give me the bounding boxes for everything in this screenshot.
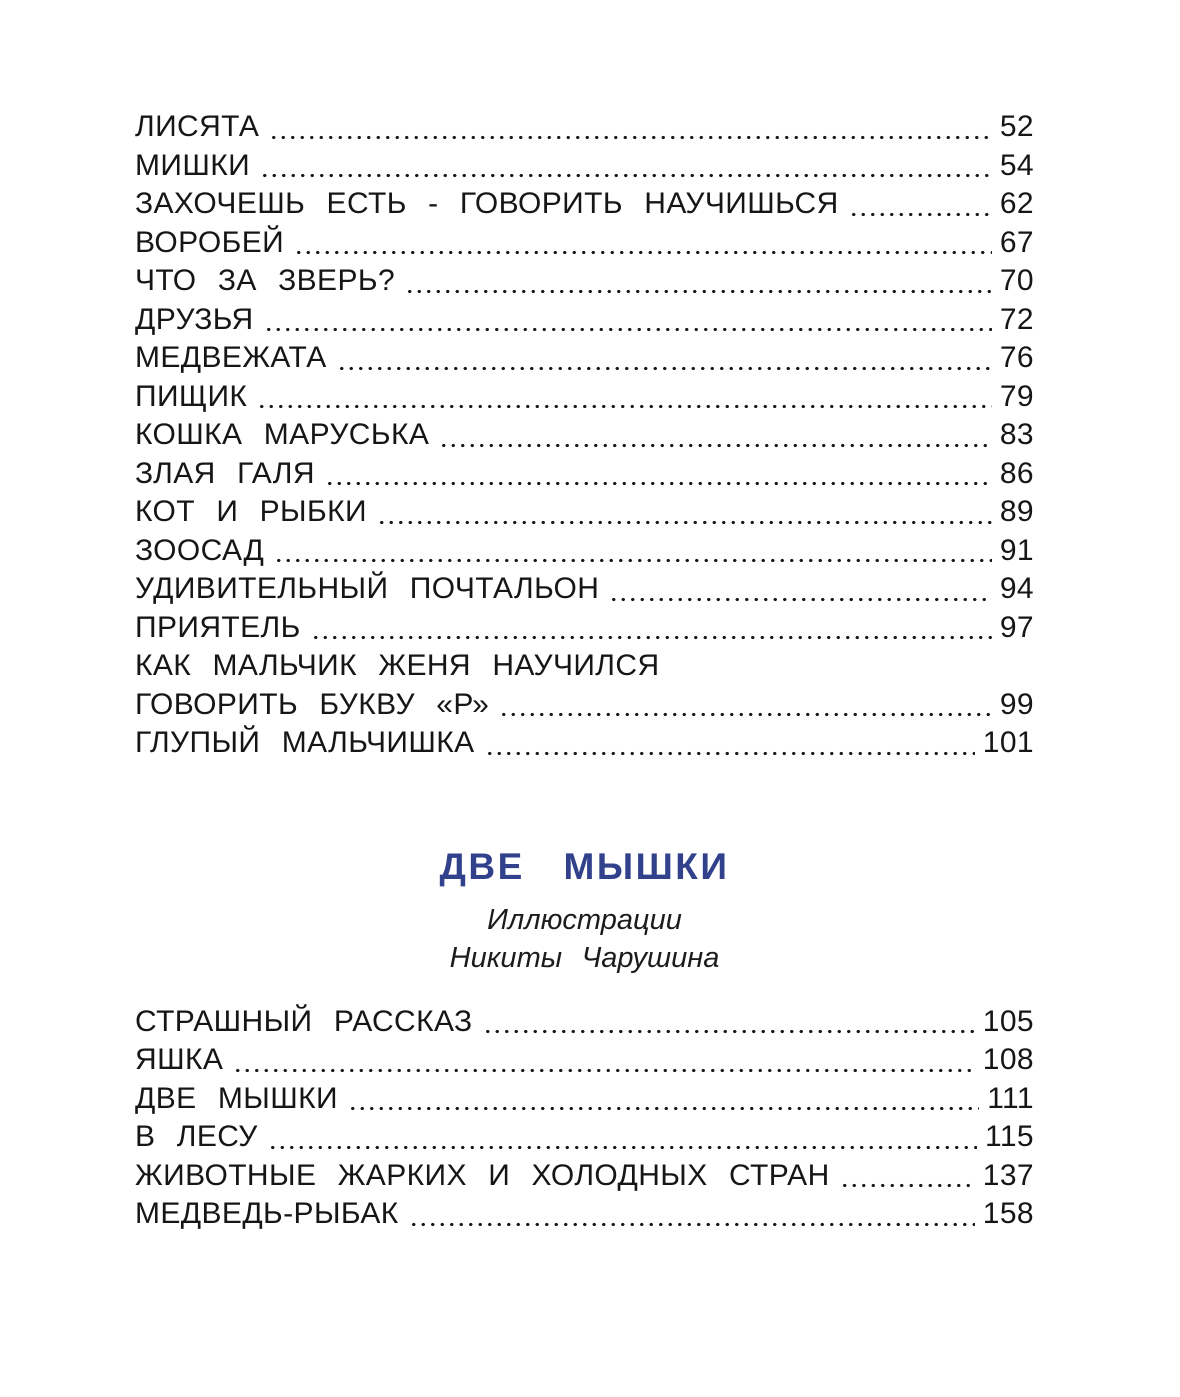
toc-entry-title: ЗАХОЧЕШЬ ЕСТЬ - ГОВОРИТЬ НАУЧИШЬСЯ [135, 187, 839, 220]
toc-entry [135, 378, 1034, 417]
toc-entry-title: ДРУЗЬЯ [135, 302, 254, 336]
toc-entry [135, 570, 1034, 609]
toc-entry-title: МЕДВЕДЬ-РЫБАК [135, 1197, 399, 1230]
toc-entry-page-number: 158 [982, 1197, 1034, 1230]
toc-entry-title: ПРИЯТЕЛЬ [135, 610, 301, 644]
toc-entry-page-number: 105 [982, 1004, 1034, 1038]
toc-entry-page-number: 76 [999, 341, 1034, 374]
toc-entry-title: МЕДВЕЖАТА [135, 341, 327, 374]
dot-leader [483, 1003, 975, 1042]
toc-entry-title: ПИЩИК [135, 379, 248, 413]
toc-entry-title: ДВЕ МЫШКИ [135, 1081, 338, 1115]
dot-leader [348, 1080, 979, 1119]
toc-entry-title: ГОВОРИТЬ БУКВУ «Р» [135, 687, 490, 721]
dot-leader [294, 224, 992, 263]
toc-entry-page-number: 86 [999, 456, 1034, 490]
toc-entry [135, 532, 1034, 571]
toc-entry-page-number: 115 [984, 1120, 1034, 1153]
toc-entry-page-number: 52 [999, 110, 1034, 143]
toc-entry-page-number: 101 [982, 726, 1034, 759]
dot-leader [485, 724, 975, 763]
toc-entry [135, 455, 1034, 494]
dot-leader [609, 570, 991, 609]
dot-leader [257, 378, 992, 417]
toc-list-first [135, 108, 1034, 763]
toc-entry [135, 1080, 1034, 1119]
toc-entry [135, 647, 1034, 686]
toc-entry-title: ЯШКА [135, 1043, 224, 1076]
toc-entry-page-number: 137 [982, 1158, 1034, 1192]
dot-leader [409, 1195, 975, 1234]
dot-leader [269, 108, 992, 147]
toc-entry [135, 301, 1034, 340]
dot-leader [233, 1041, 974, 1080]
dot-leader [268, 1118, 977, 1157]
toc-entry-page-number: 72 [999, 302, 1034, 336]
toc-list-second [135, 1003, 1034, 1234]
toc-entry-title: ЗЛАЯ ГАЛЯ [135, 456, 315, 490]
dot-leader [849, 185, 992, 224]
toc-entry-title: ЧТО ЗА ЗВЕРЬ? [135, 264, 396, 297]
toc-entry [135, 262, 1034, 301]
toc-entry [135, 339, 1034, 378]
toc-entry [135, 686, 1034, 725]
illustrator-credit-line2: Никиты Чарушина [449, 941, 720, 974]
toc-entry-title: ЖИВОТНЫЕ ЖАРКИХ И ХОЛОДНЫХ СТРАН [135, 1158, 830, 1192]
toc-entry-page-number: 67 [999, 225, 1034, 259]
toc-entry-page-number: 83 [999, 418, 1034, 451]
toc-entry-title: ЗООСАД [135, 533, 265, 567]
toc-entry-title: МИШКИ [135, 148, 251, 182]
toc-entry-page-number: 62 [999, 187, 1034, 220]
dot-leader [264, 301, 992, 340]
toc-entry-title: ГЛУПЫЙ МАЛЬЧИШКА [135, 726, 475, 759]
illustrator-credit-line1: Иллюстрации [487, 903, 682, 936]
toc-entry-title: УДИВИТЕЛЬНЫЙ ПОЧТАЛЬОН [135, 572, 600, 605]
dot-leader [405, 262, 992, 301]
toc-entry-title: КОТ И РЫБКИ [135, 495, 367, 528]
toc-entry-title: КОШКА МАРУСЬКА [135, 418, 430, 451]
toc-entry [135, 185, 1034, 224]
toc-entry-title: КАК МАЛЬЧИК ЖЕНЯ НАУЧИЛСЯ [135, 649, 660, 682]
illustrator-credit [135, 901, 1034, 977]
dot-leader [260, 147, 992, 186]
toc-entry-page-number: 91 [999, 533, 1034, 567]
toc-entry-title: В ЛЕСУ [135, 1120, 258, 1153]
toc-entry [135, 609, 1034, 648]
toc-entry-title: ВОРОБЕЙ [135, 225, 285, 259]
dot-leader [840, 1157, 975, 1196]
toc-entry [135, 1195, 1034, 1234]
toc-entry [135, 108, 1034, 147]
toc-entry-page-number: 99 [999, 687, 1034, 721]
toc-entry-title: СТРАШНЫЙ РАССКАЗ [135, 1004, 473, 1038]
dot-leader [325, 455, 992, 494]
toc-entry-page-number: 111 [987, 1081, 1034, 1115]
toc-entry [135, 1157, 1034, 1196]
toc-entry [135, 1003, 1034, 1042]
toc-entry [135, 1118, 1034, 1157]
toc-entry-page-number: 79 [999, 379, 1034, 413]
section-title: ДВЕ МЫШКИ [439, 845, 730, 887]
toc-entry-page-number: 97 [999, 610, 1034, 644]
dot-leader [377, 493, 992, 532]
dot-leader [499, 686, 992, 725]
toc-entry [135, 416, 1034, 455]
toc-entry [135, 724, 1034, 763]
dot-leader [337, 339, 992, 378]
dot-leader [274, 532, 992, 571]
dot-leader [439, 416, 992, 455]
toc-entry-page-number: 94 [999, 572, 1034, 605]
toc-entry [135, 493, 1034, 532]
toc-entry-title: ЛИСЯТА [135, 110, 260, 143]
toc-entry [135, 147, 1034, 186]
toc-entry [135, 224, 1034, 263]
toc-entry-page-number: 108 [982, 1043, 1034, 1076]
dot-leader [311, 609, 992, 648]
book-page-content [135, 108, 1034, 1234]
toc-entry-page-number: 89 [999, 495, 1034, 528]
toc-entry [135, 1041, 1034, 1080]
toc-entry-page-number: 54 [999, 148, 1034, 182]
toc-entry-page-number: 70 [999, 264, 1034, 297]
